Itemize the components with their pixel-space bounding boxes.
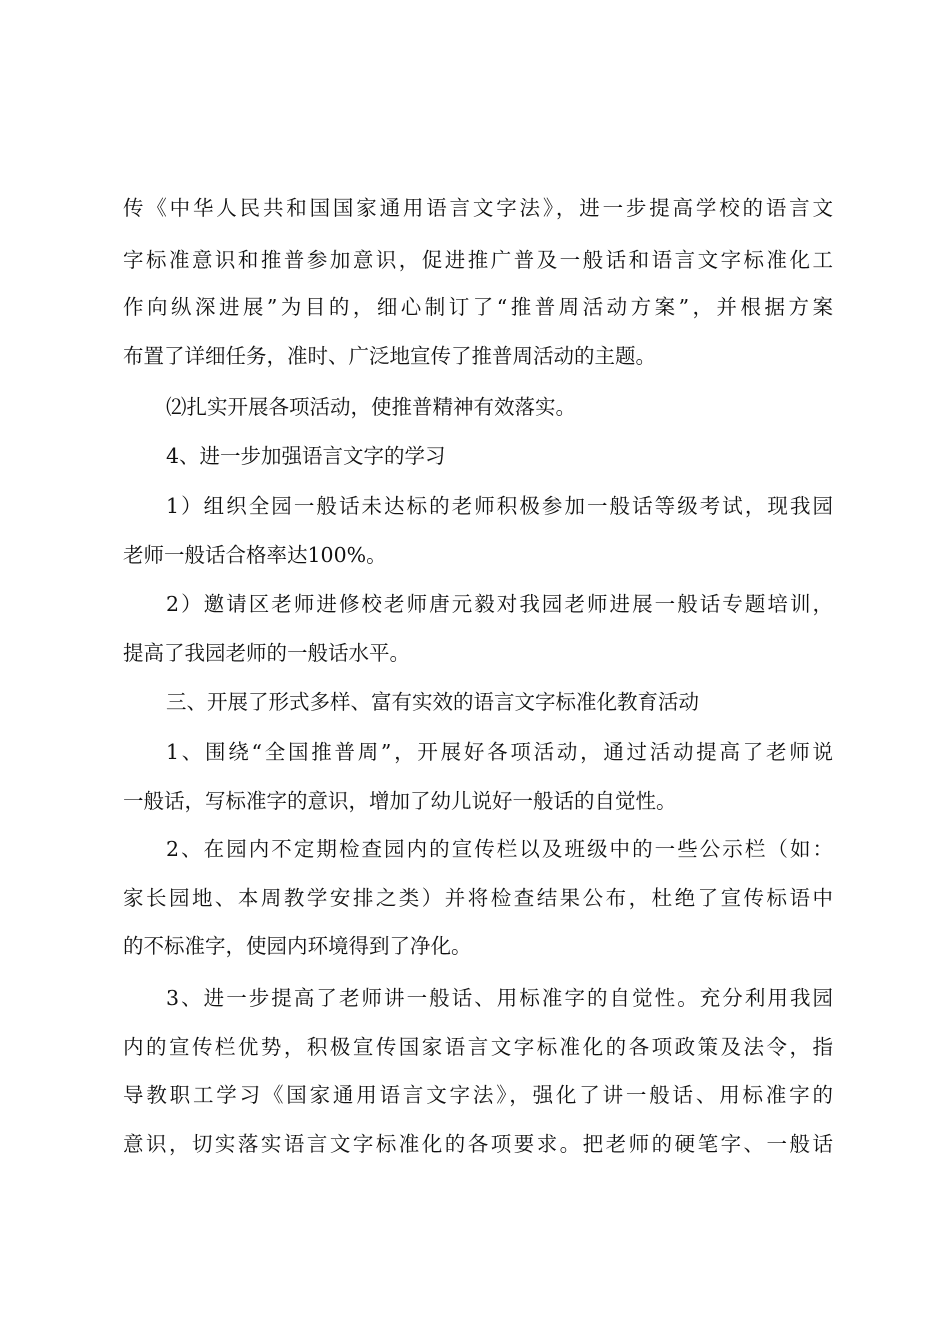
section-heading: 三、开展了形式多样、富有实效的语言文字标准化教育活动 xyxy=(166,690,699,714)
text-line: 2、在园内不定期检查园内的宣传栏以及班级中的一些公示栏（如： xyxy=(166,837,833,861)
text-line: 1）组织全园一般话未达标的老师积极参加一般话等级考试，现我园 xyxy=(166,494,833,518)
text-line: 字标准意识和推普参加意识，促进推广普及一般话和语言文字标准化工 xyxy=(123,248,833,272)
text-line: 意识，切实落实语言文字标准化的各项要求。把老师的硬笔字、一般话 xyxy=(123,1132,833,1156)
text-line: 3、进一步提高了老师讲一般话、用标准字的自觉性。充分利用我园 xyxy=(166,986,833,1010)
text-line: 一般话，写标准字的意识，增加了幼儿说好一般话的自觉性。 xyxy=(123,789,677,813)
text-line: ⑵扎实开展各项活动，使推普精神有效落实。 xyxy=(166,395,576,419)
text-line: 老师一般话合格率达100%。 xyxy=(123,543,387,567)
text-line: 2）邀请区老师进修校老师唐元毅对我园老师进展一般话专题培训， xyxy=(166,592,833,616)
text-line: 的不标准字，使园内环境得到了净化。 xyxy=(123,934,472,958)
text-line: 传《中华人民共和国国家通用语言文字法》，进一步提高学校的语言文 xyxy=(123,196,833,220)
text-line: 提高了我园老师的一般话水平。 xyxy=(123,641,410,665)
text-line: 导教职工学习《国家通用语言文字法》，强化了讲一般话、用标准字的 xyxy=(123,1083,833,1107)
text-line: 作向纵深进展”为目的，细心制订了“推普周活动方案”，并根据方案 xyxy=(123,295,833,319)
text-line: 家长园地、本周教学安排之类）并将检查结果公布，杜绝了宣传标语中 xyxy=(123,886,833,910)
section-heading: 4、进一步加强语言文字的学习 xyxy=(166,444,446,468)
text-line: 内的宣传栏优势，积极宣传国家语言文字标准化的各项政策及法令，指 xyxy=(123,1035,833,1059)
text-line: 1、围绕“全国推普周”，开展好各项活动，通过活动提高了老师说 xyxy=(166,740,833,764)
text-line: 布置了详细任务，准时、广泛地宣传了推普周活动的主题。 xyxy=(123,344,656,368)
